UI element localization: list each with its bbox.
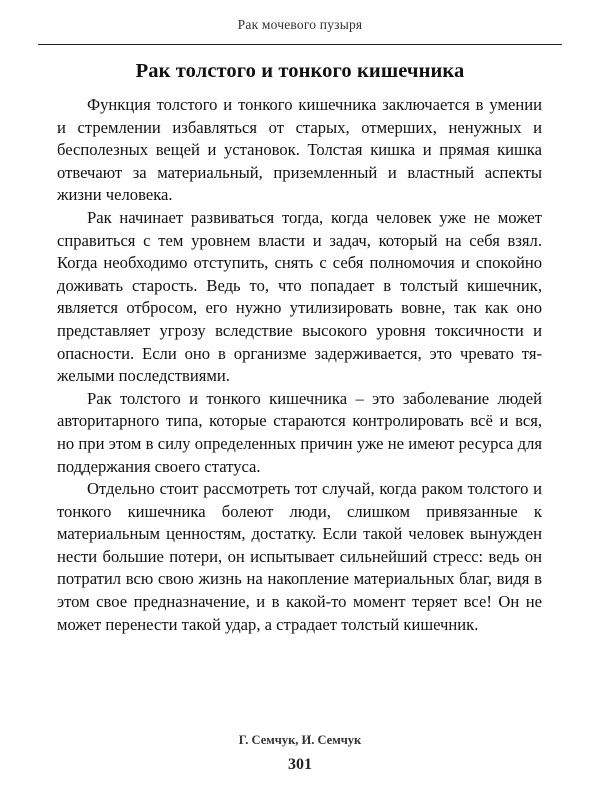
header-rule [38,44,562,45]
paragraph: Отдельно стоит рассмотреть тот случай, когда раком толстого и тонкого кишечника болеют люди, слишком привязанные к материальным ценностям, достатку. Если такой человек вынужден нести большие потери, он испытывает сильнейший стресс: ведь он потратил всю свою жизнь на накопление материальных благ, видя в этом свое предназначение, и в какой-то момент теряет все! Он не может перенести такой удар, а страдает толстый кишечник. [57,479,542,634]
section-title: Рак толстого и тонкого кишечника [135,60,465,82]
paragraph: Функция толстого и тонкого кишечника заключается в умении и стремлении избавляться от старых, отмерших, ненужных и бесполезных вещей и установок. Толстая кишка и прямая кишка отвечают за материальный, приземленный и властный аспекты жизни человека. [57,95,542,205]
paragraph: Рак начинает развиваться тогда, когда человек уже не может справиться с тем уровнем власти и задач, который на себя взял. Когда необходимо отступить, снять с себя полномочия и спокойно доживать старость. Ведь то, что попадает в толстый кишечник, является отбросом, его нужно утилизировать вовне, так как оно представляет угрозу вследствие высокого уровня токсичности и опасности. Если оно в организме задерживается, это чревато тяжелыми последствиями. [57,207,542,386]
paragraph: Рак толстого и тонкого кишечника – это заболевание людей авторитарного типа, которые стараются контролировать всё и вся, но при этом в силу определенных причин уже не имеют ресурса для поддержания своего статуса. [57,388,542,476]
running-head: Рак мочевого пузыря [237,17,363,32]
page-number: 301 [288,756,312,773]
body-text [57,94,542,636]
footer-authors: Г. Семчук, И. Семчук [238,733,362,747]
